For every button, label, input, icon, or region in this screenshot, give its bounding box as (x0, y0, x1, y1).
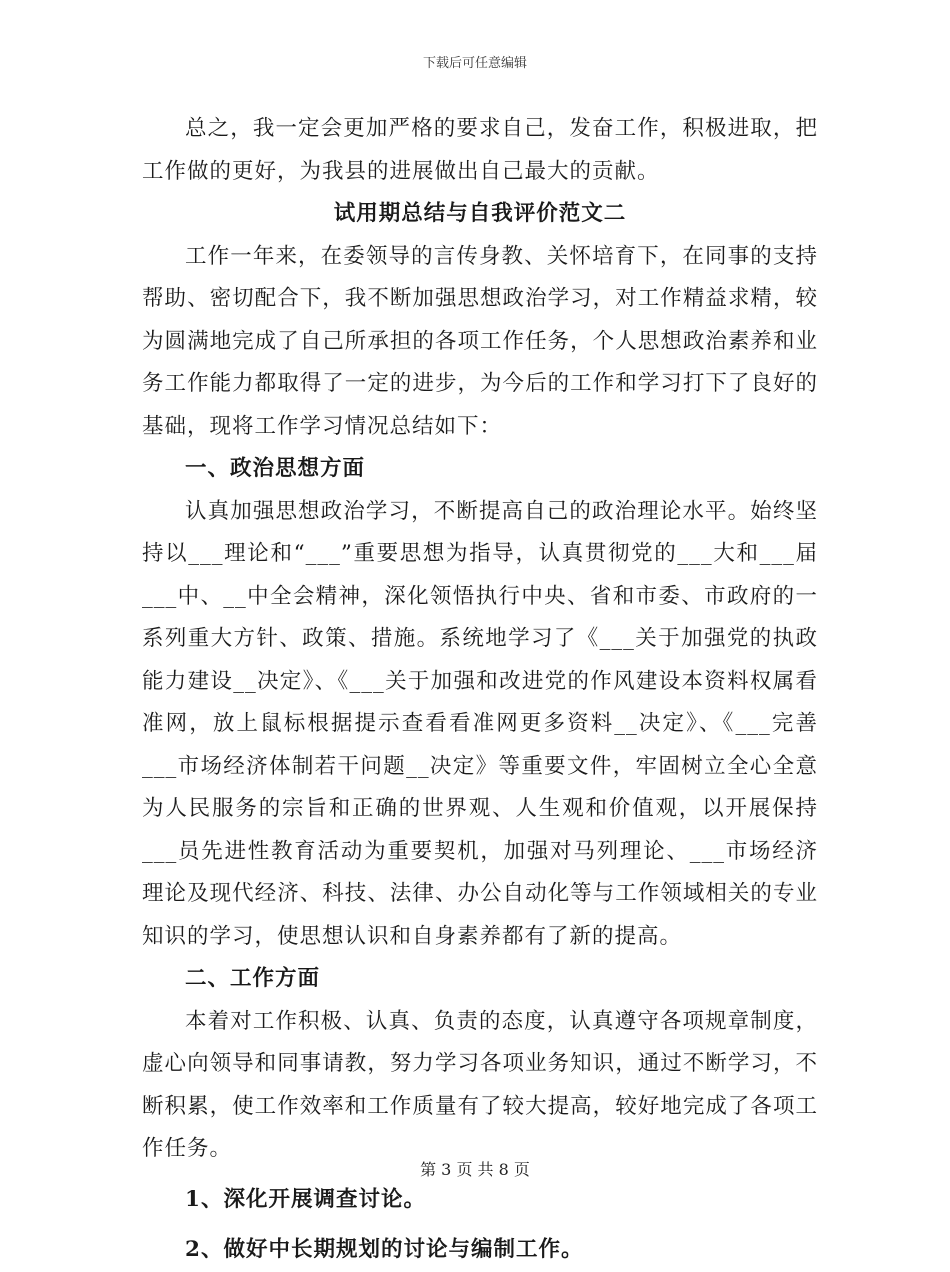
paragraph-political: 认真加强思想政治学习，不断提高自己的政治理论水平。始终坚持以___理论和“___”重要思想为指导，认真贯彻党的___大和___届___中、__中全会精神，深化领悟执行中央、省和市委、市政府的一系列重大方针、政策、措施。系统地学习了《___关于加强党的执政能力建设__决定》、《___关于加强和改进党的作风建设本资料权属看准网，放上鼠标根据提示查看看准网更多资料__决定》、《___完善___市场经济体制若干问题__决定》等重要文件，牢固树立全心全意为人民服务的宗旨和正确的世界观、人生观和价值观，以开展保持___员先进性教育活动为重要契机，加强对马列理论、___市场经济理论及现代经济、科技、法律、办公自动化等与工作领域相关的专业知识的学习，使思想认识和自身素养都有了新的提高。 (142, 498, 818, 949)
heading-political: 一、政治思想方面 (185, 456, 366, 481)
document-body (142, 108, 818, 1272)
page-number: 第 3 页 共 8 页 (420, 1160, 530, 1179)
list-item-2: 2、做好中长期规划的讨论与编制工作。 (185, 1237, 584, 1262)
paragraph-work: 本着对工作积极、认真、负责的态度，认真遵守各项规章制度，虚心向领导和同事请教，努力学习各项业务知识，通过不断学习，不断积累，使工作效率和工作质量有了较大提高，较好地完成了各项工作任务。 (142, 1008, 818, 1161)
section-title: 试用期总结与自我评价范文二 (333, 201, 627, 226)
paragraph-conclusion: 总之，我一定会更加严格的要求自己，发奋工作，积极进取，把工作做的更好，为我县的进展做出自己最大的贡献。 (142, 116, 818, 184)
heading-work: 二、工作方面 (185, 966, 321, 991)
paragraph-intro: 工作一年来，在委领导的言传身教、关怀培育下，在同事的支持帮助、密切配合下，我不断加强思想政治学习，对工作精益求精，较为圆满地完成了自己所承担的各项工作任务，个人思想政治素养和业务工作能力都取得了一定的进步，为今后的工作和学习打下了良好的基础，现将工作学习情况总结如下： (142, 243, 818, 439)
list-item-1: 1、深化开展调查讨论。 (185, 1186, 426, 1212)
header-note: 下载后可任意编辑 (422, 56, 527, 71)
